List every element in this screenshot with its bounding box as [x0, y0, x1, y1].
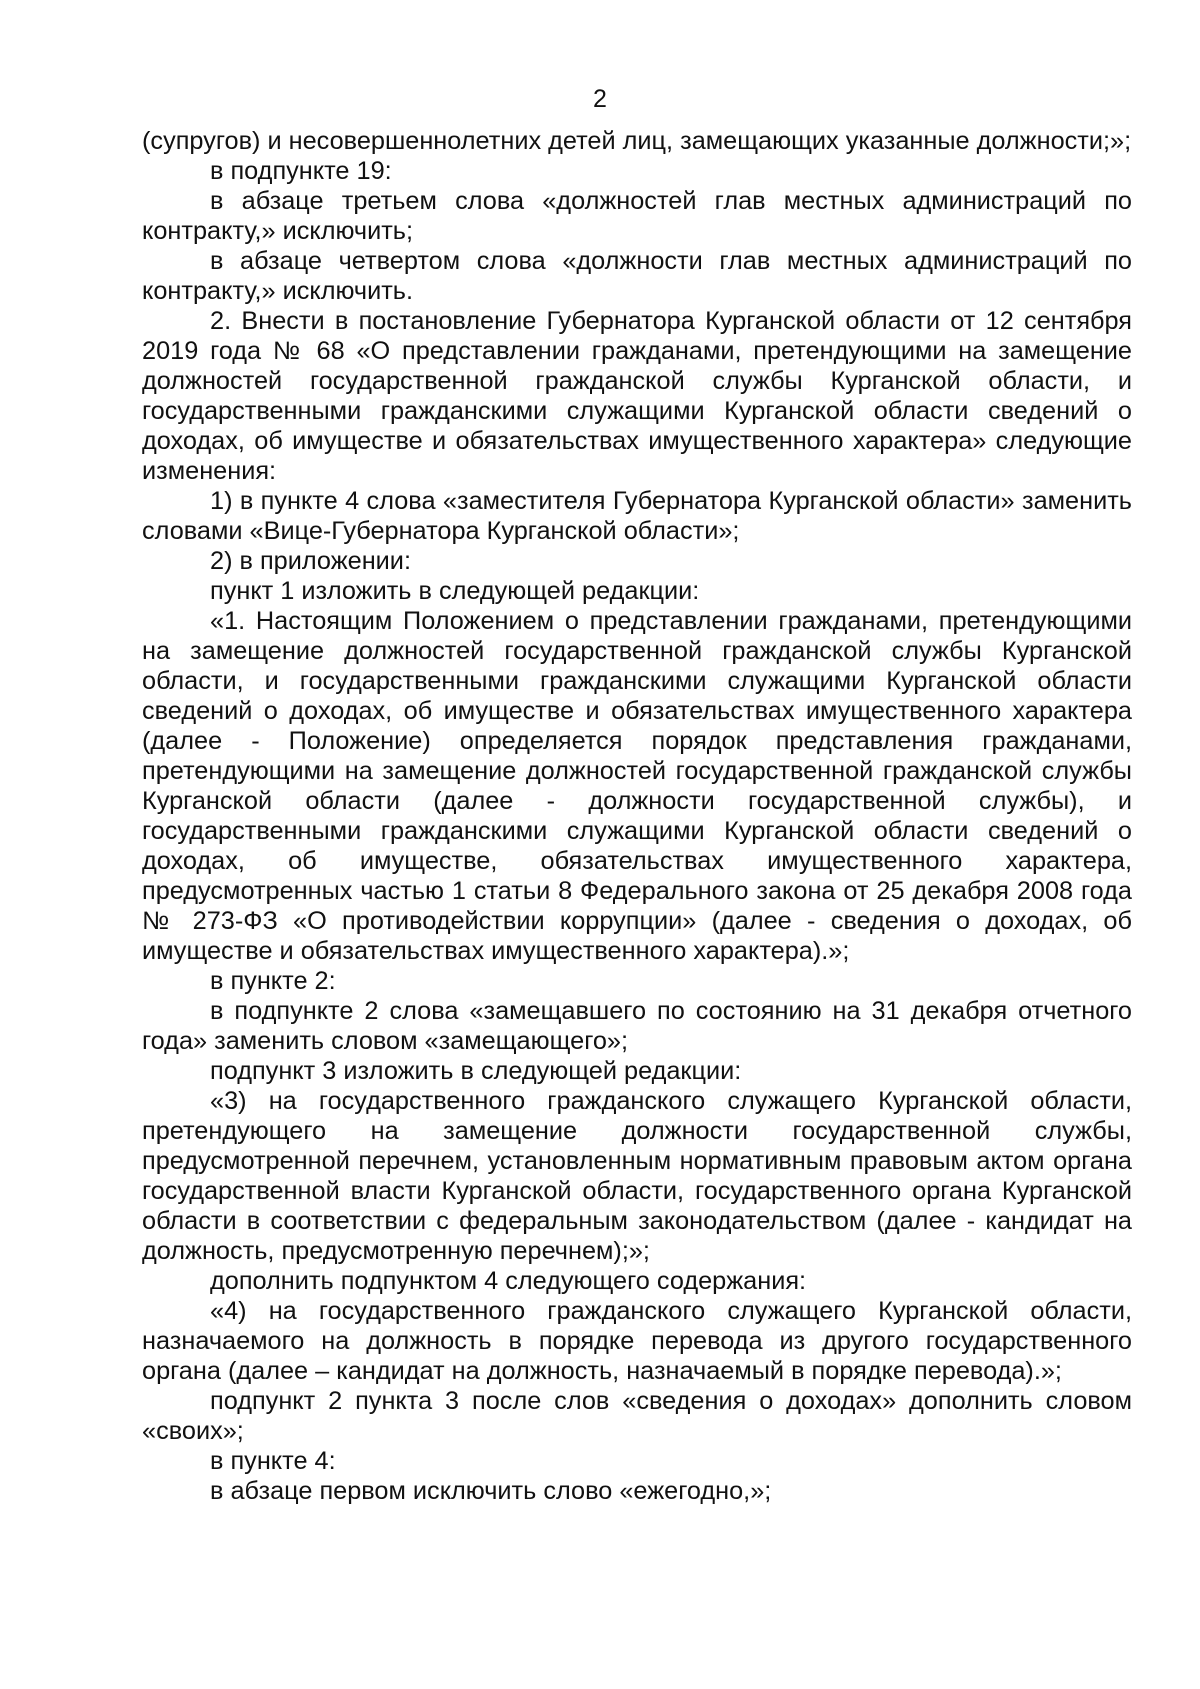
document-body	[142, 126, 1132, 1506]
paragraph: в абзаце четвертом слова «должности глав местных администраций по контракту,» исключить.	[142, 247, 1132, 305]
paragraph: в абзаце первом исключить слово «ежегодно,»;	[210, 1477, 772, 1505]
paragraph: (супругов) и несовершеннолетних детей лиц, замещающих указанные должности;»;	[142, 127, 1132, 155]
paragraph: «4) на государственного гражданского служащего Курганской области, назначаемого на должность в порядке перевода из другого государственного органа (далее – кандидат на должность, назначаемый в порядке перевода).»;	[142, 1297, 1132, 1385]
paragraph: подпункт 3 изложить в следующей редакции:	[210, 1057, 742, 1085]
paragraph: в пункте 2:	[210, 967, 336, 995]
paragraph: 1) в пункте 4 слова «заместителя Губернатора Курганской области» заменить словами «Вице-Губернатора Курганской области»;	[142, 487, 1132, 545]
paragraph: подпункт 2 пункта 3 после слов «сведения о доходах» дополнить словом «своих»;	[142, 1387, 1132, 1445]
paragraph: дополнить подпунктом 4 следующего содержания:	[210, 1267, 807, 1295]
paragraph: в абзаце третьем слова «должностей глав местных администраций по контракту,» исключить;	[142, 187, 1132, 245]
paragraph: «1. Настоящим Положением о представлении гражданами, претендующими на замещение должностей государственной гражданской службы Курганской области, и государственными гражданскими служащими Курганской области сведений о доходах, об имуществе и обязательствах имущественного характера (далее - Положение) определяется порядок представления гражданами, претендующими на замещение должностей государственной гражданской службы Курганской области (далее - должности государственной службы), и государственными гражданскими служащими Курганской области сведений о доходах, об имуществе, обязательствах имущественного характера, предусмотренных частью 1 статьи 8 Федерального закона от 25 декабря 2008 года № 273-ФЗ «О противодействии коррупции» (далее - сведения о доходах, об имуществе и обязательствах имущественного характера).»;	[142, 607, 1132, 965]
page-number: 2	[593, 85, 607, 113]
paragraph: 2) в приложении:	[210, 547, 411, 575]
paragraph: в подпункте 2 слова «замещавшего по состоянию на 31 декабря отчетного года» заменить словом «замещающего»;	[142, 997, 1132, 1055]
paragraph: в пункте 4:	[210, 1447, 336, 1475]
paragraph: 2. Внести в постановление Губернатора Курганской области от 12 сентября 2019 года № 68 «О представлении гражданами, претендующими на замещение должностей государственной гражданской службы Курганской области, и государственными гражданскими служащими Курганской области сведений о доходах, об имуществе и обязательствах имущественного характера» следующие изменения:	[142, 307, 1132, 485]
paragraph: «3) на государственного гражданского служащего Курганской области, претендующего на замещение должности государственной службы, предусмотренной перечнем, установленным нормативным правовым актом органа государственной власти Курганской области, государственного органа Курганской области в соответствии с федеральным законодательством (далее - кандидат на должность, предусмотренную перечнем);»;	[142, 1087, 1132, 1265]
paragraph: пункт 1 изложить в следующей редакции:	[210, 577, 700, 605]
paragraph: в подпункте 19:	[210, 157, 392, 185]
